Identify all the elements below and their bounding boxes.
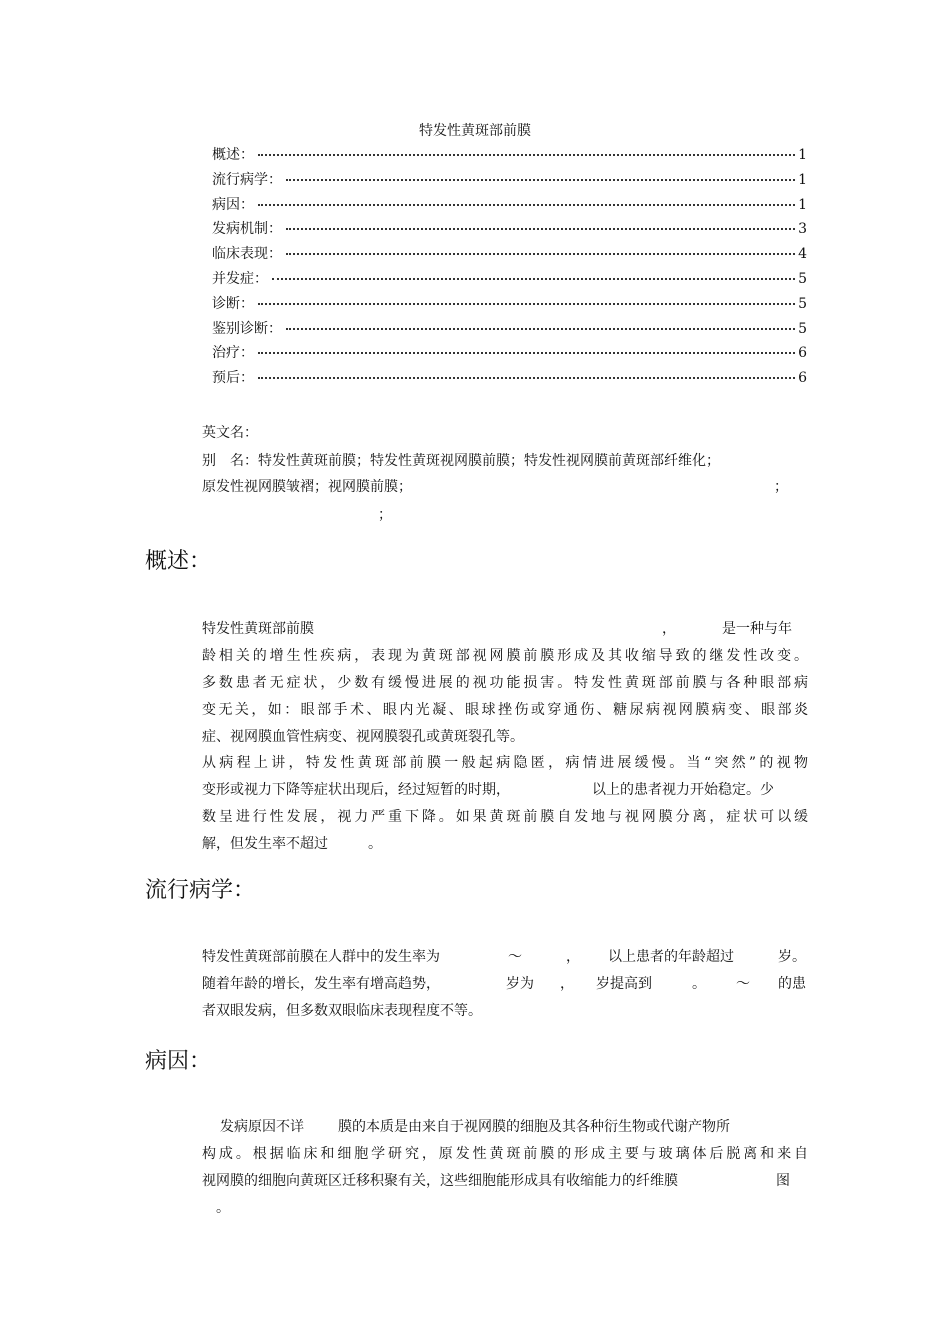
toc-label: 治疗： [212,345,254,362]
toc-leader [258,365,795,379]
text-fragment: 发病原因不详 [220,1119,304,1135]
toc-page-number: 1 [798,196,807,213]
text-fragment: ， [560,976,574,992]
text-fragment: 图 [776,1173,790,1189]
text-line [202,780,808,800]
toc-page-number: 5 [798,320,807,337]
toc-leader [286,167,795,181]
section-heading-epidemiology: 流行病学： [145,878,256,903]
toc-label: 诊断： [212,295,254,312]
toc-leader [272,266,795,280]
toc-page-number: 6 [798,370,807,387]
alias-line: 原发性视网膜皱褶；视网膜前膜； [202,479,412,495]
section-heading-etiology: 病因： [145,1049,212,1074]
toc-label: 病因： [212,196,254,213]
table-of-contents [212,145,807,393]
alias-separator: ； [774,479,788,495]
toc-label: 鉴别诊断： [212,320,282,337]
toc-leader [286,316,795,330]
toc-page-number: 6 [798,345,807,362]
text-fragment: 以上患者的年龄超过 [608,949,734,965]
text-fragment: 。 [692,976,706,992]
text-line [202,974,808,994]
toc-page-number: 4 [798,246,807,263]
text-fragment: 随着年龄的增长，发生率有增高趋势， [202,976,440,992]
text-line: 。 [216,1200,230,1216]
text-fragment: 是一种与年 [722,621,792,637]
text-fragment: 的患 [778,976,806,992]
toc-page-number: 5 [798,295,807,312]
toc-label: 流行病学： [212,171,282,188]
text-line: 龄相关的增生性疾病，表现为黄斑部视网膜前膜形成及其收缩导致的继发性改变。 [202,648,808,664]
text-line: 变无关，如：眼部手术、眼内光凝、眼球挫伤或穿通伤、糖尿病视网膜病变、眼部炎 [202,702,808,718]
text-line: 数呈进行性发展，视力严重下降。如果黄斑前膜自发地与视网膜分离，症状可以缓 [202,809,808,825]
toc-label: 发病机制： [212,221,282,238]
toc-page-number: 1 [798,171,807,188]
toc-page-number: 3 [798,221,807,238]
text-line: 从病程上讲，特发性黄斑部前膜一般起病隐匿，病情进展缓慢。当“突然”的视物 [202,755,808,771]
toc-page-number: 5 [798,270,807,287]
text-fragment: 以上的患者视力开始稳定。少 [592,782,774,798]
text-line [202,834,808,854]
toc-entry[interactable] [212,368,807,393]
text-line: 症、视网膜血管性病变、视网膜裂孔或黄斑裂孔等。 [202,729,524,745]
toc-leader [286,241,795,255]
text-fragment: 。 [368,836,382,852]
text-fragment: 膜的本质是由来自于视网膜的细胞及其各种衍生物或代谢产物所 [338,1119,730,1135]
toc-page-number: 1 [798,147,807,163]
text-line [202,619,808,639]
text-fragment: 岁为 [506,976,534,992]
text-fragment: 岁。 [778,949,806,965]
text-line: 构成。根据临床和细胞学研究，原发性黄斑前膜的形成主要与玻璃体后脱离和来自 [202,1146,808,1162]
text-fragment: 变形或视力下降等症状出现后，经过短暂的时期， [202,782,510,798]
alias-separator: ； [378,507,392,523]
text-line [202,947,808,967]
toc-leader [258,192,795,206]
text-fragment: ， [662,621,676,637]
toc-leader [286,216,795,230]
text-line: 者双眼发病，但多数双眼临床表现程度不等。 [202,1003,482,1019]
text-fragment: 特发性黄斑部前膜 [202,621,314,637]
text-fragment: 特发性黄斑部前膜在人群中的发生率为 [202,949,440,965]
toc-leader [258,291,795,305]
toc-leader [258,142,795,156]
toc-label: 并发症： [212,270,268,287]
toc-leader [258,340,795,354]
text-fragment: 视网膜的细胞向黄斑区迁移积聚有关，这些细胞能形成具有收缩能力的纤维膜 [202,1173,678,1189]
text-fragment: ， [566,949,580,965]
text-fragment: ～ [508,949,522,965]
section-heading-overview: 概述： [145,549,212,574]
english-name-label: 英文名： [202,425,258,441]
alias-line: 别 名：特发性黄斑前膜；特发性黄斑视网膜前膜；特发性视网膜前黄斑部纤维化； [202,453,720,469]
text-line [202,1171,808,1191]
text-fragment: 解，但发生率不超过 [202,836,328,852]
text-fragment: 岁提高到 [596,976,652,992]
document-title: 特发性黄斑部前膜 [419,123,531,139]
text-fragment: ～ [736,976,750,992]
toc-label: 预后： [212,370,254,387]
toc-label: 临床表现： [212,246,282,263]
text-line: 多数患者无症状，少数有缓慢进展的视功能损害。特发性黄斑部前膜与各种眼部病 [202,675,808,691]
toc-label: 概述： [212,147,254,163]
